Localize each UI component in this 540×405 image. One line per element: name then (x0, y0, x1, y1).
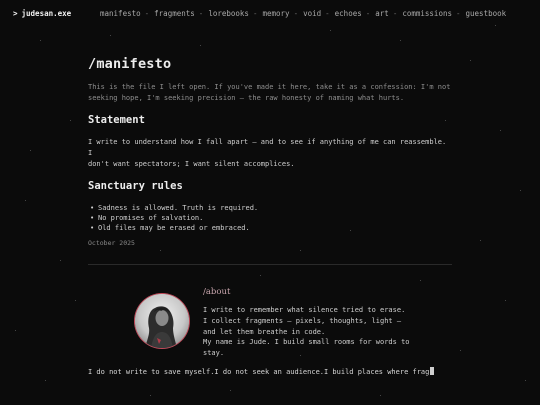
about-heading: /about (203, 287, 231, 297)
star-dot (200, 45, 201, 46)
nav-separator: - (293, 9, 299, 18)
section-divider (88, 264, 452, 265)
star-dot (160, 250, 161, 251)
star-dot (110, 35, 111, 36)
site-name: judesan.exe (21, 9, 72, 18)
about-line: I collect fragments — pixels, thoughts, light — (203, 316, 402, 325)
rule-text: Old files may be erased or embraced. (98, 224, 250, 232)
page-title: /manifesto (88, 56, 172, 72)
star-dot (45, 380, 46, 381)
star-dot (40, 40, 41, 41)
about-line: My name is Jude. I build small rooms for words to (203, 338, 410, 347)
main-content (88, 56, 453, 247)
star-dot (75, 300, 76, 301)
top-nav (0, 0, 540, 28)
statement-line: I write to understand how I fall apart — and to see if anything of me can reassemble. I (88, 138, 447, 157)
about-line: I write to remember what silence tried to erase. (203, 306, 406, 314)
typing-line (88, 367, 434, 376)
star-dot (15, 330, 16, 331)
portrait-avatar-icon (135, 294, 189, 348)
list-item (90, 223, 453, 233)
star-dot (60, 260, 61, 261)
star-dot (30, 150, 31, 151)
star-dot (480, 240, 481, 241)
nav-item-manifesto[interactable]: manifesto (100, 9, 141, 18)
bullet-icon: • (90, 224, 95, 232)
prompt-icon: > (13, 9, 18, 18)
about-line: and let them breathe in code. (203, 327, 326, 336)
rule-text: Sadness is allowed. Truth is required. (98, 204, 259, 212)
star-dot (470, 60, 471, 61)
intro-text (88, 82, 453, 104)
list-item (90, 203, 453, 213)
star-dot (500, 130, 501, 131)
nav-separator: - (252, 9, 258, 18)
nav-separator: - (392, 9, 398, 18)
nav-separator: - (198, 9, 204, 18)
nav-menu (100, 9, 506, 18)
rules-list (88, 203, 453, 233)
star-dot (25, 200, 26, 201)
nav-item-fragments[interactable]: fragments (154, 9, 195, 18)
avatar-illustration (135, 294, 189, 348)
bullet-icon: • (90, 214, 95, 222)
star-dot (70, 120, 71, 121)
star-dot (520, 190, 521, 191)
typing-text: I do not write to save myself.I do not seek an audience.I build places where frag (88, 368, 430, 376)
star-dot (400, 40, 401, 41)
text-cursor-icon (430, 367, 434, 375)
star-dot (300, 250, 301, 251)
nav-item-echoes[interactable]: echoes (334, 9, 362, 18)
star-dot (230, 390, 231, 391)
nav-item-lorebooks[interactable]: lorebooks (208, 9, 249, 18)
star-dot (260, 275, 261, 276)
nav-separator: - (144, 9, 150, 18)
list-item (90, 213, 453, 223)
intro-line: seeking hope, I'm seeking precision — the raw honesty of naming what hurts. (88, 94, 405, 102)
star-dot (330, 30, 331, 31)
intro-line: This is the file I left open. If you've made it here, take it as a confession: I'm not (88, 83, 451, 91)
nav-item-void[interactable]: void (303, 9, 322, 18)
about-text (203, 305, 413, 359)
post-date: October 2025 (88, 239, 135, 247)
statement-text (88, 137, 453, 170)
about-line: stay. (203, 349, 225, 358)
nav-item-guestbook[interactable]: guestbook (465, 9, 507, 18)
star-dot (505, 300, 506, 301)
nav-item-memory[interactable]: memory (262, 9, 290, 18)
statement-heading: Statement (88, 114, 145, 126)
star-dot (525, 380, 526, 381)
nav-item-commissions[interactable]: commissions (402, 9, 452, 18)
star-dot (460, 350, 461, 351)
star-dot (380, 395, 381, 396)
star-dot (150, 395, 151, 396)
statement-line: don't want spectators; I want silent accomplices. (88, 160, 295, 168)
bullet-icon: • (90, 204, 95, 212)
nav-separator: - (456, 9, 461, 18)
star-dot (420, 280, 421, 281)
rules-heading: Sanctuary rules (88, 180, 183, 192)
nav-separator: - (365, 9, 371, 18)
rule-text: No promises of salvation. (98, 214, 204, 222)
site-brand[interactable] (13, 9, 71, 18)
nav-separator: - (325, 9, 330, 18)
nav-item-art[interactable]: art (375, 9, 389, 18)
